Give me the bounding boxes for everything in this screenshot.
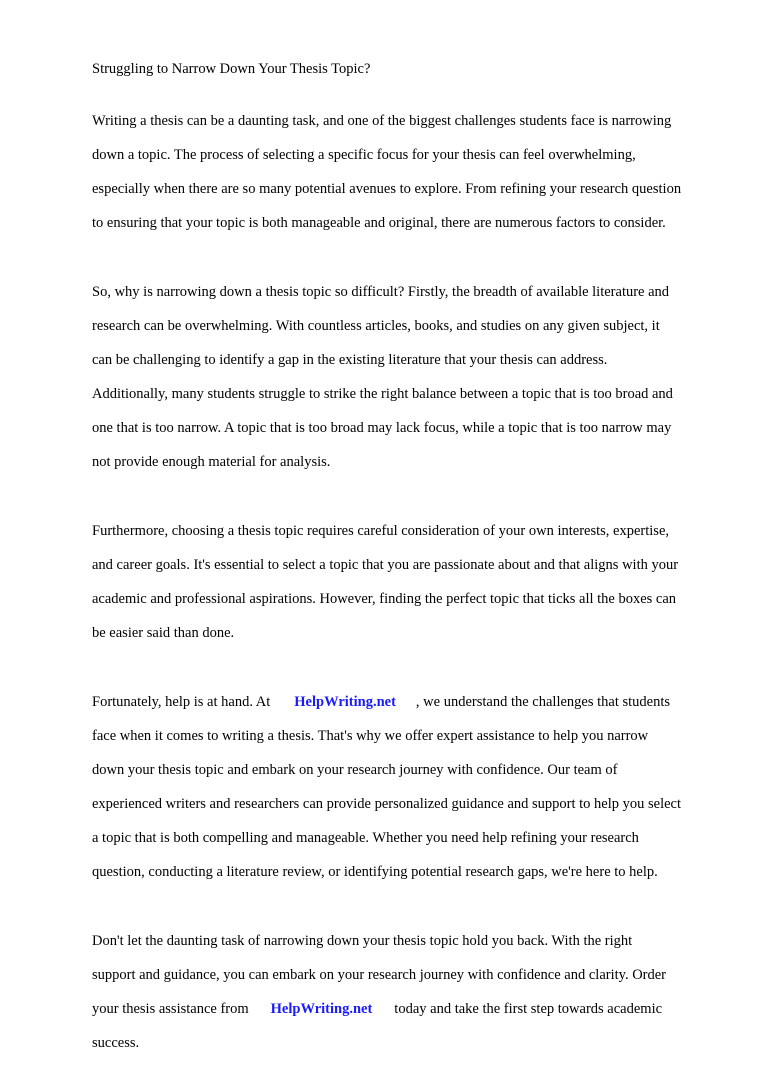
paragraph-line: Additionally, many students struggle to strike the right balance between a topic that is too broad and (92, 386, 673, 402)
paragraph-line: down your thesis topic and embark on your research journey with confidence. Our team of (92, 762, 618, 778)
helpwriting-link[interactable]: HelpWriting.net (294, 694, 396, 710)
paragraph-line: not provide enough material for analysis. (92, 454, 331, 470)
paragraph-cta (92, 916, 732, 1069)
paragraph-line: a topic that is both compelling and manageable. Whether you need help refining your research (92, 830, 639, 846)
paragraph-line: question, conducting a literature review, or identifying potential research gaps, we're here to help. (92, 864, 658, 880)
paragraph-line: Don't let the daunting task of narrowing down your thesis topic hold you back. With the right (92, 933, 633, 949)
paragraph-line: can be challenging to identify a gap in the existing literature that your thesis can address. (92, 352, 608, 368)
text-after-link: , we understand the challenges that students (415, 694, 671, 710)
document-body (92, 61, 732, 1087)
paragraph-line: support and guidance, you can embark on your research journey with confidence and clarity. Order (92, 967, 667, 983)
text-before-link: your thesis assistance from (92, 1001, 249, 1017)
paragraph-line: one that is too narrow. A topic that is too broad may lack focus, while a topic that is too narrow may (92, 420, 672, 436)
paragraph-line: face when it comes to writing a thesis. That's why we offer expert assistance to help you narrow (92, 728, 649, 744)
paragraph-line: Furthermore, choosing a thesis topic requires careful consideration of your own interests, expertise, (92, 523, 670, 539)
paragraph-considerations (92, 506, 732, 659)
paragraph-line: especially when there are so many potential avenues to explore. From refining your research question (92, 181, 682, 197)
paragraph-line: success. (92, 1035, 140, 1051)
paragraph-line: Writing a thesis can be a daunting task, and one of the biggest challenges students face is narrowing (92, 113, 672, 129)
text-before-link: Fortunately, help is at hand. At (92, 694, 271, 710)
paragraph-difficulty (92, 267, 732, 488)
paragraph-line: down a topic. The process of selecting a specific focus for your thesis can feel overwhelming, (92, 147, 636, 163)
paragraph-line: be easier said than done. (92, 625, 235, 641)
paragraph-help (92, 677, 732, 898)
paragraph-line: and career goals. It's essential to select a topic that you are passionate about and that aligns with your (92, 557, 679, 573)
document-title: Struggling to Narrow Down Your Thesis Topic? (92, 61, 371, 77)
paragraph-intro (92, 96, 732, 249)
paragraph-line: to ensuring that your topic is both manageable and original, there are numerous factors to consider. (92, 215, 666, 231)
helpwriting-link[interactable]: HelpWriting.net (270, 1001, 373, 1017)
paragraph-line: experienced writers and researchers can provide personalized guidance and support to help you select (92, 796, 682, 812)
paragraph-line (92, 1001, 732, 1018)
paragraph-line (92, 694, 732, 711)
paragraph-line: So, why is narrowing down a thesis topic so difficult? Firstly, the breadth of available literature and (92, 284, 670, 300)
text-after-link: today and take the first step towards academic (394, 1001, 663, 1017)
paragraph-line: research can be overwhelming. With countless articles, books, and studies on any given subject, it (92, 318, 660, 334)
paragraph-line: academic and professional aspirations. However, finding the perfect topic that ticks all the boxes can (92, 591, 677, 607)
